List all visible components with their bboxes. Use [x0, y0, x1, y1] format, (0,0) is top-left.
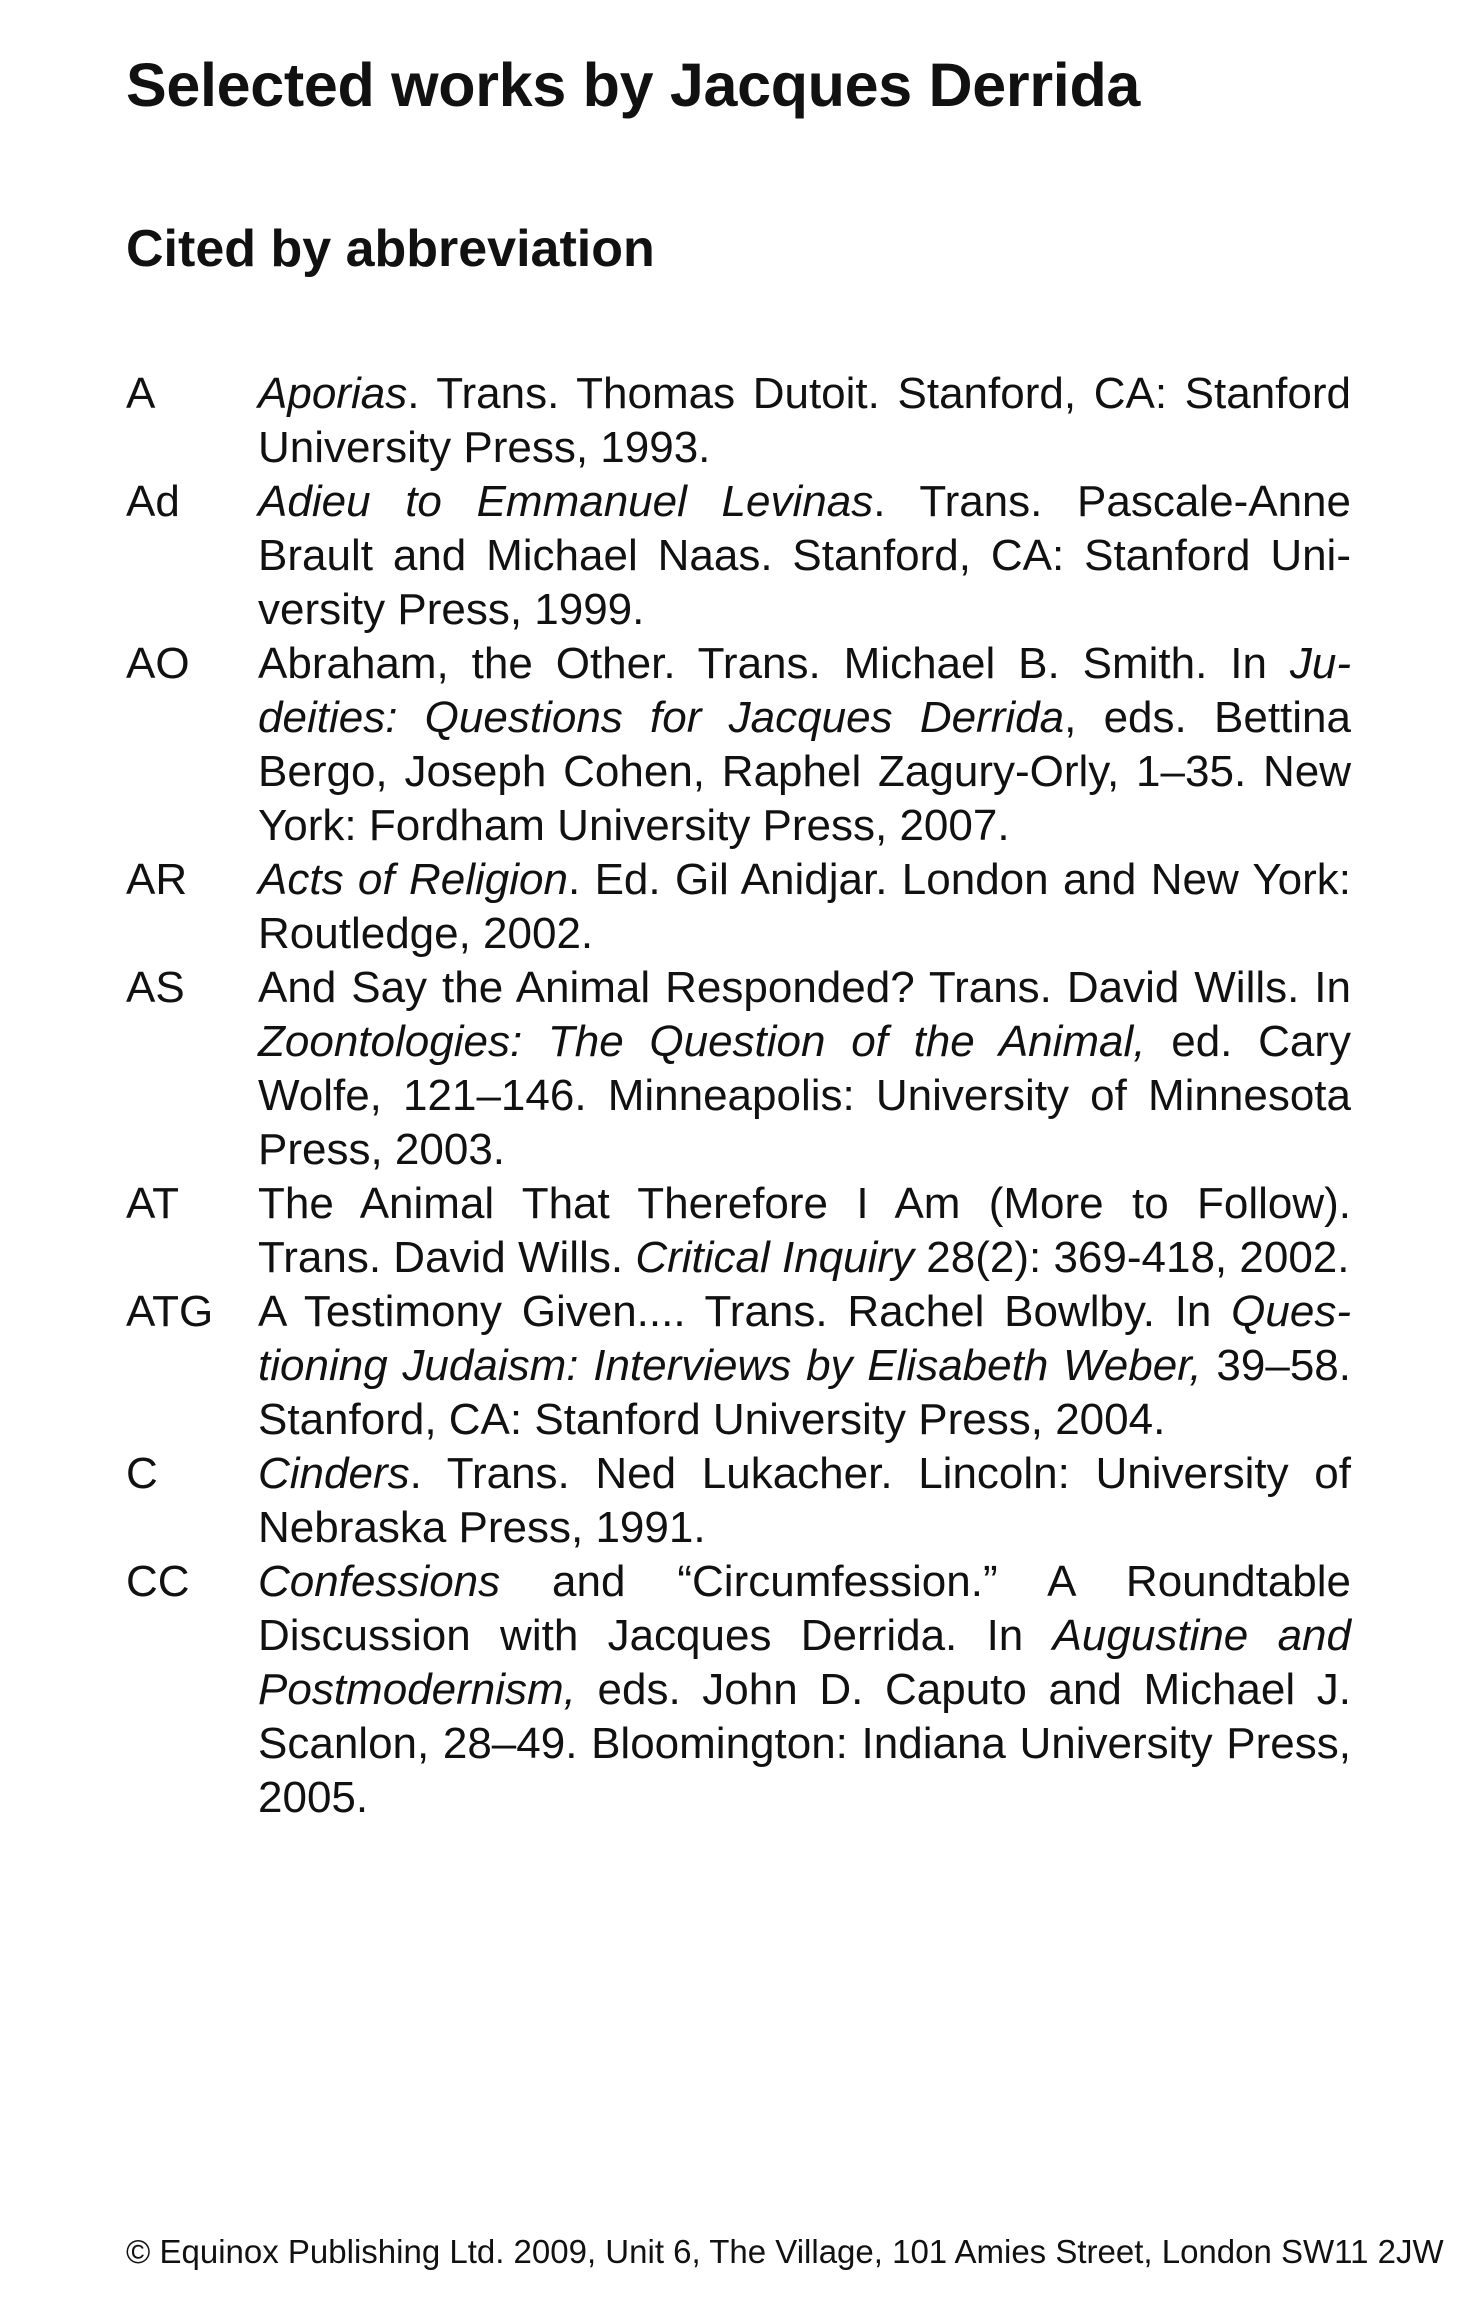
entry-citation [258, 637, 1351, 853]
work-title: Adieu to Emmanuel Levinas [258, 477, 874, 526]
citation-details: ed. Cary Wolfe, 121–146. Minneapolis: University of Minnesota Press, 2003. [258, 1017, 1352, 1174]
citation-details: and “Circumfession.” A Roundtable Discussion with Jacques Derrida. In [258, 1557, 1351, 1660]
entry-citation [258, 1555, 1351, 1825]
citation-details: 28(2): 369-418, 2002. [914, 1233, 1350, 1282]
entry-abbreviation: A [126, 369, 156, 418]
list-item [126, 1285, 1356, 1447]
citation-prefix: A Testimony Given.... Trans. Rachel Bowlby. In [258, 1287, 1232, 1336]
citation-prefix: Abraham, the Other. Trans. Michael B. Smith. In [258, 639, 1290, 688]
copyright-notice: © Equinox Publishing Ltd. 2009, Unit 6, The Village, 101 Amies Street, London SW11 2JW [126, 2233, 1444, 2270]
work-title: Questioning Judaism: Interviews by Elisabeth Weber, [258, 1287, 1351, 1390]
list-item [126, 637, 1356, 853]
list-item [126, 853, 1356, 961]
work-title: Confessions [258, 1557, 501, 1606]
citation-prefix: The Animal That Therefore I Am (More to Follow). Trans. David Wills. [258, 1179, 1351, 1282]
citation-details: , eds. Bettina Bergo, Joseph Cohen, Raphel Zagury-Orly, 1–35. New York: Fordham University Press, 2007. [258, 693, 1352, 850]
entry-abbreviation: CC [126, 1557, 190, 1606]
work-title: Acts of Religion [258, 855, 568, 904]
entry-abbreviation: AO [126, 639, 190, 688]
entry-abbreviation: AR [126, 855, 188, 904]
abbreviation-list [126, 367, 1356, 1825]
entry-citation [258, 475, 1351, 637]
book-title: Augustine and Postmodernism, [258, 1611, 1351, 1714]
citation-details: 39–58. Stanford, CA: Stanford University Press, 2004. [258, 1341, 1351, 1444]
work-title: Zoontologies: The Question of the Animal, [258, 1017, 1146, 1066]
entry-abbreviation: AT [126, 1179, 179, 1228]
entry-abbreviation: AS [126, 963, 185, 1012]
citation-details-end: eds. John D. Caputo and Michael J. Scanlon, 28–49. Bloomington: Indiana University Press, 2005. [258, 1665, 1351, 1822]
entry-citation [258, 367, 1351, 475]
section-heading: Cited by abbreviation [126, 220, 655, 278]
work-title: Aporias [258, 369, 408, 418]
work-title: Critical Inquiry [635, 1233, 915, 1282]
citation-prefix: And Say the Animal Responded? Trans. David Wills. In [258, 963, 1351, 1012]
page-title: Selected works by Jacques Derrida [126, 51, 1141, 119]
entry-citation [258, 1285, 1351, 1447]
entry-citation [258, 853, 1351, 961]
citation-details: . Trans. Thomas Dutoit. Stanford, CA: Stanford University Press, 1993. [258, 369, 1351, 472]
list-item [126, 1555, 1356, 1825]
list-item [126, 1447, 1356, 1555]
list-item [126, 367, 1356, 475]
entry-citation [258, 1177, 1351, 1285]
work-title: Cinders [258, 1449, 410, 1498]
citation-details: . Trans. Pascale-Anne Brault and Michael Naas. Stanford, CA: Stanford University Press, 1999. [258, 477, 1352, 634]
citation-details: . Ed. Gil Anidjar. London and New York: Routledge, 2002. [258, 855, 1351, 958]
work-title: Judeities: Questions for Jacques Derrida [258, 639, 1351, 742]
list-item [126, 475, 1356, 637]
entry-citation [258, 961, 1351, 1177]
citation-details: . Trans. Ned Lukacher. Lincoln: University of Nebraska Press, 1991. [258, 1449, 1351, 1552]
list-item [126, 961, 1356, 1177]
list-item [126, 1177, 1356, 1285]
entry-abbreviation: Ad [126, 477, 180, 526]
entry-abbreviation: ATG [126, 1287, 214, 1336]
entry-citation [258, 1447, 1351, 1555]
entry-abbreviation: C [126, 1449, 158, 1498]
